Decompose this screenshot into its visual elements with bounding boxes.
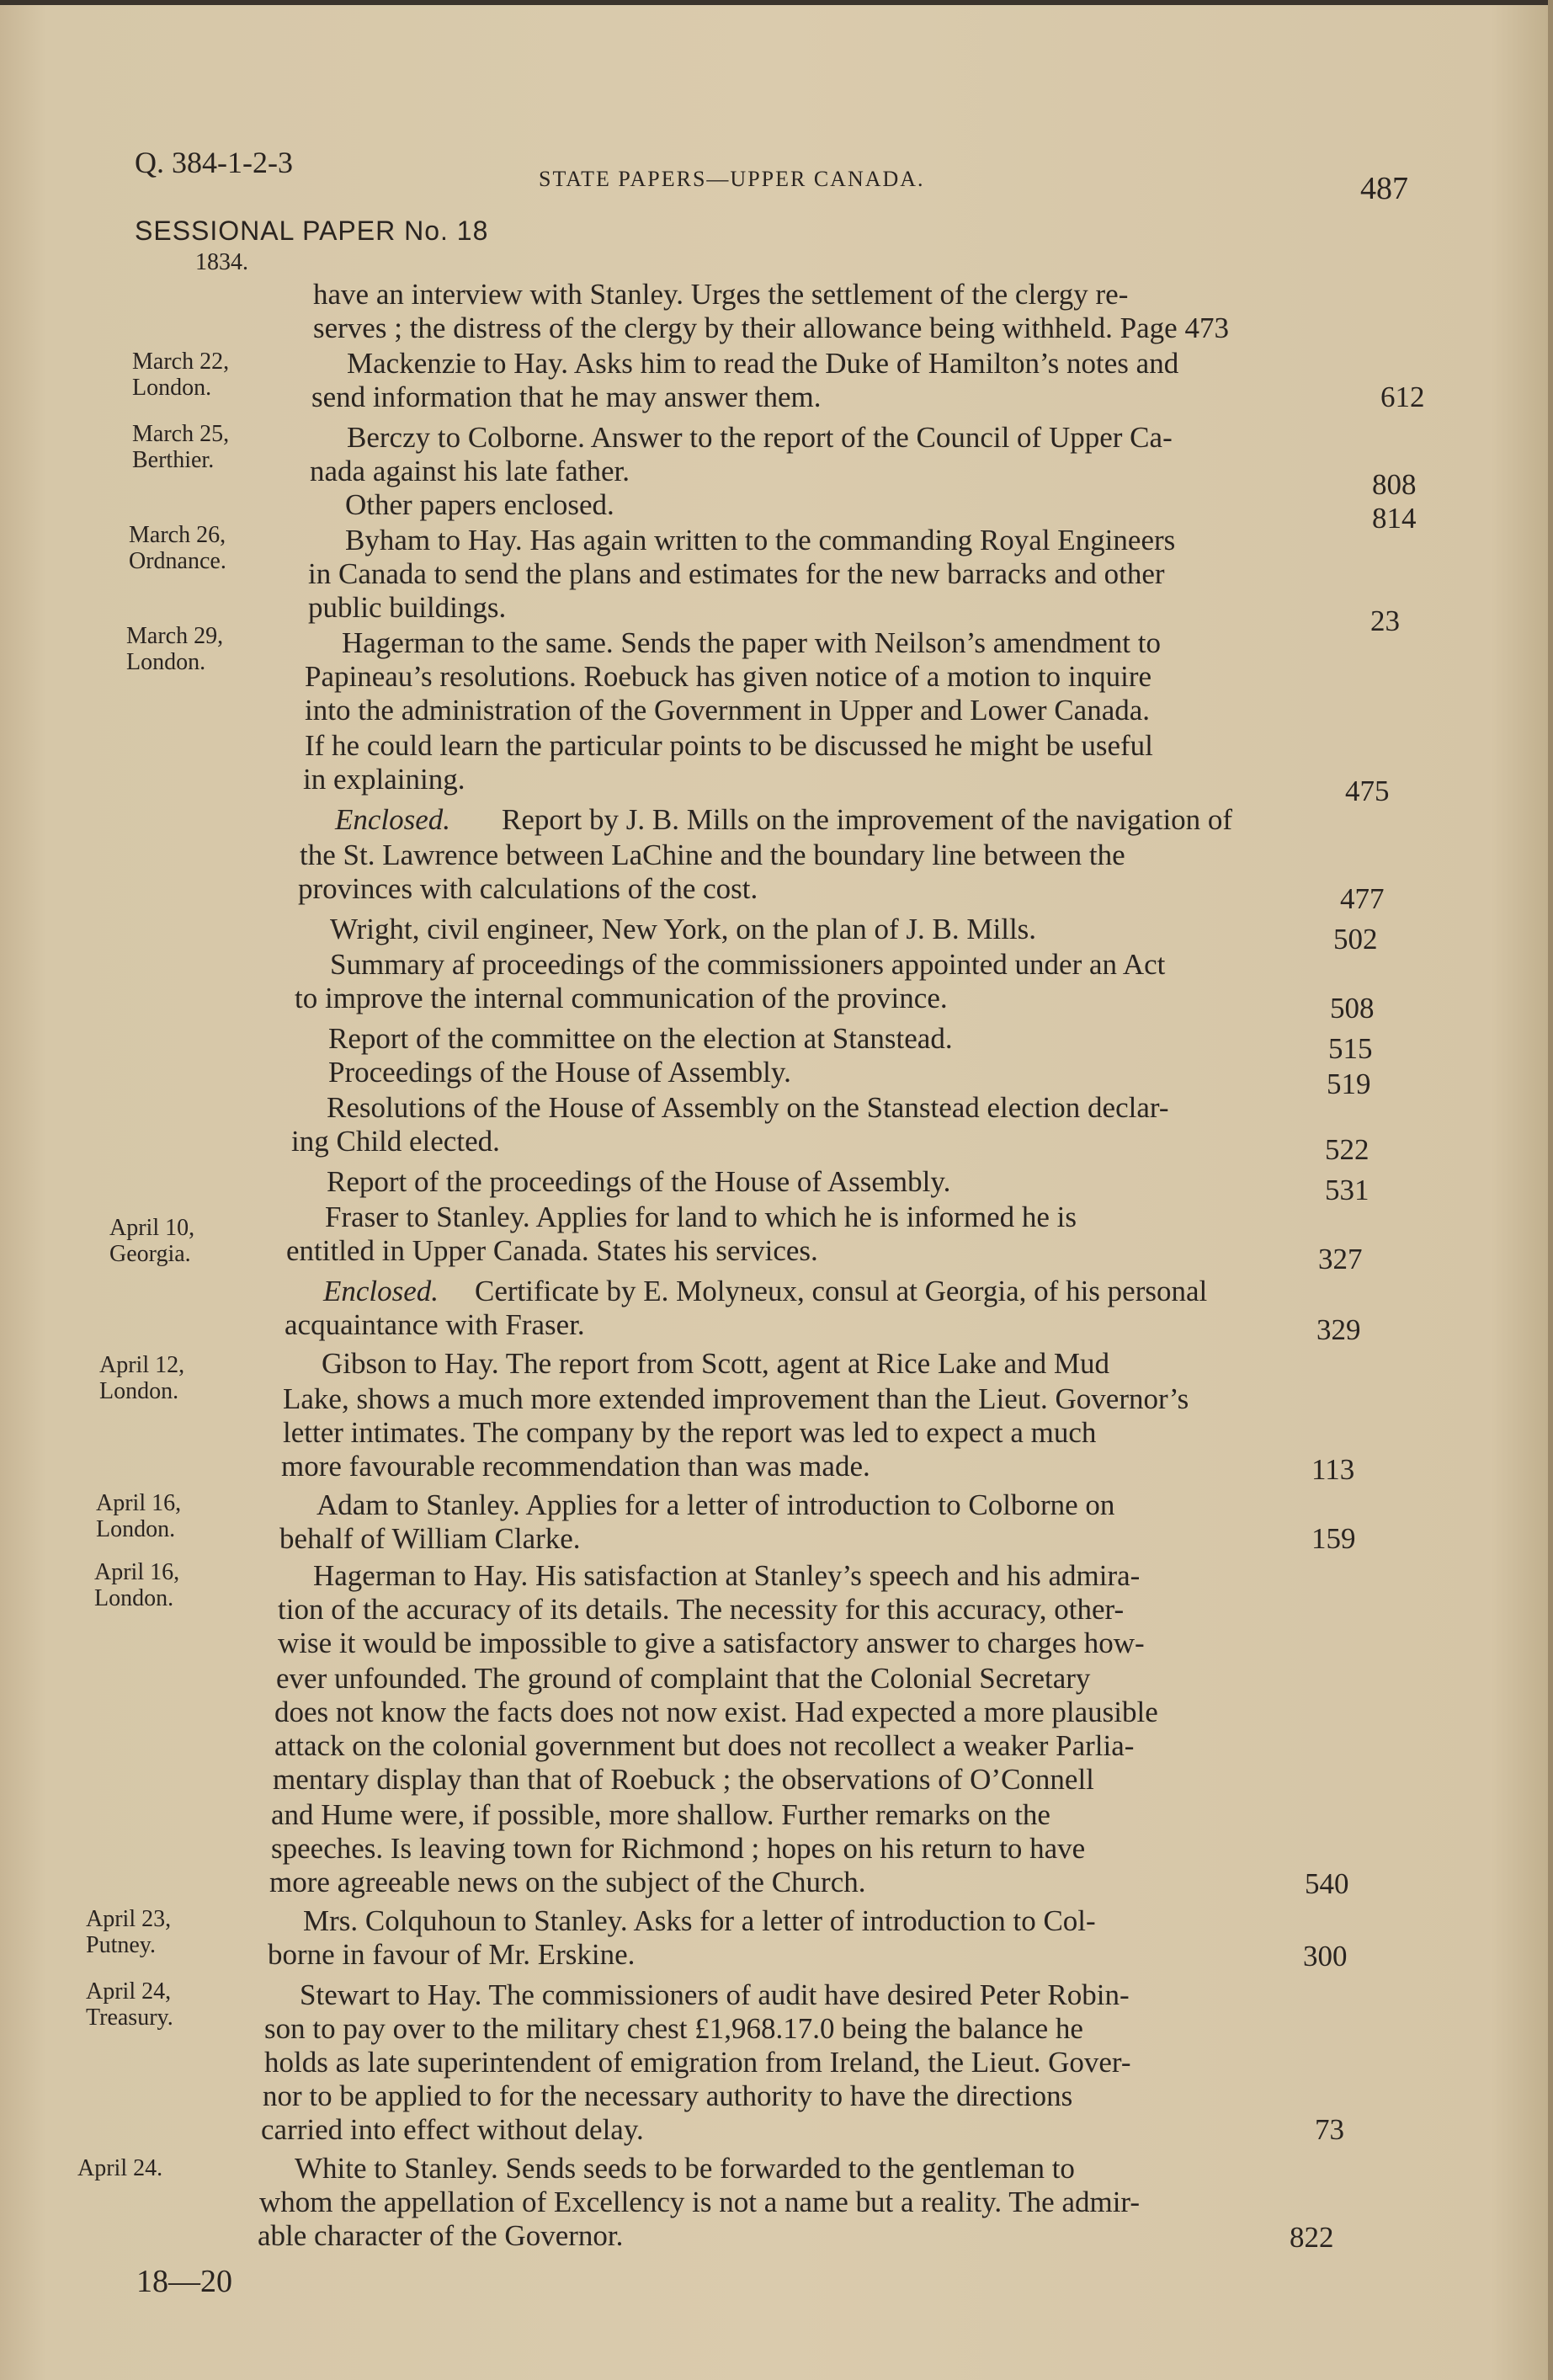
text-line: ever unfounded. The ground of complaint that the Colonial Secretary xyxy=(276,1662,1091,1695)
enclosed-label: Enclosed. xyxy=(323,1275,439,1307)
text-line: tion of the accuracy of its details. The necessity for this accuracy, other- xyxy=(278,1593,1125,1626)
margin-date: March 29, London. xyxy=(126,623,224,675)
text-line: into the administration of the Government in Upper and Lower Canada. xyxy=(305,694,1151,727)
page-ref: 159 xyxy=(1311,1522,1356,1555)
margin-date: April 16, London. xyxy=(94,1559,180,1611)
page-ref: 475 xyxy=(1345,775,1390,807)
text-line: public buildings. xyxy=(308,591,507,624)
margin-date: March 26, Ordnance. xyxy=(129,522,226,574)
text-line: Wright, civil engineer, New York, on the plan of J. B. Mills. xyxy=(330,913,1037,945)
text-line: Mackenzie to Hay. Asks him to read the Duke of Hamilton’s notes and xyxy=(347,347,1179,380)
page-ref: 508 xyxy=(1330,992,1375,1025)
page-ref: 502 xyxy=(1333,923,1378,956)
text-line: Report of the committee on the election at Stanstead. xyxy=(328,1022,953,1055)
page-ref: 23 xyxy=(1370,604,1400,637)
text-line: ing Child elected. xyxy=(291,1125,500,1158)
text-line: Summary af proceedings of the commissioners appointed under an Act xyxy=(330,948,1166,981)
margin-date: April 10, Georgia. xyxy=(109,1215,195,1267)
page-ref: 814 xyxy=(1372,502,1417,535)
text-line: holds as late superintendent of emigration from Ireland, the Lieut. Gover- xyxy=(264,2046,1131,2079)
text-line: Mrs. Colquhoun to Stanley. Asks for a letter of introduction to Col- xyxy=(303,1904,1096,1937)
text-line: White to Stanley. Sends seeds to be forwarded to the gentleman to xyxy=(295,2152,1075,2185)
page-ref: 329 xyxy=(1316,1313,1361,1346)
margin-date: March 25, Berthier. xyxy=(132,421,230,473)
text-line: acquaintance with Fraser. xyxy=(285,1308,585,1341)
margin-date: April 24, Treasury. xyxy=(86,1978,173,2031)
text-line: Hagerman to the same. Sends the paper with Neilson’s amendment to xyxy=(342,626,1161,659)
text-line: Proceedings of the House of Assembly. xyxy=(328,1056,791,1089)
page-ref: 822 xyxy=(1290,2221,1334,2254)
text-line: Report of the proceedings of the House of Assembly. xyxy=(327,1165,951,1198)
text-line: does not know the facts does not now exist. Had expected a more plausible xyxy=(274,1696,1158,1728)
text-line: in explaining. xyxy=(303,763,465,796)
margin-date: March 22, London. xyxy=(132,349,230,401)
running-title: STATE PAPERS—UPPER CANADA. xyxy=(539,167,925,191)
text-line: mentary display than that of Roebuck ; the observations of O’Connell xyxy=(273,1763,1094,1796)
text-line: Other papers enclosed. xyxy=(345,488,614,521)
text-line: Certificate by E. Molyneux, consul at Georgia, of his personal xyxy=(475,1275,1208,1307)
text-line: able character of the Governor. xyxy=(258,2219,624,2252)
text-line: Lake, shows a much more extended improvement than the Lieut. Governor’s xyxy=(283,1382,1189,1415)
page-ref: 522 xyxy=(1325,1133,1370,1166)
text-line: Adam to Stanley. Applies for a letter of introduction to Colborne on xyxy=(316,1488,1115,1521)
archive-reference: Q. 384-1-2-3 xyxy=(135,146,293,179)
text-line: have an interview with Stanley. Urges the settlement of the clergy re- xyxy=(313,278,1129,311)
page-ref: 113 xyxy=(1311,1453,1355,1486)
page-ref: 73 xyxy=(1315,2113,1344,2146)
text-line: Gibson to Hay. The report from Scott, agent at Rice Lake and Mud xyxy=(322,1347,1110,1380)
text-line: send information that he may answer them. xyxy=(311,381,822,413)
text-line: Fraser to Stanley. Applies for land to which he is informed he is xyxy=(325,1201,1077,1233)
text-line: letter intimates. The company by the report was led to expect a much xyxy=(283,1416,1097,1449)
text-line: nada against his late father. xyxy=(310,455,630,487)
text-line: in Canada to send the plans and estimates for the new barracks and other xyxy=(308,557,1165,590)
page-ref: 519 xyxy=(1327,1068,1371,1100)
page-ref: 477 xyxy=(1340,882,1385,915)
text-line: Byham to Hay. Has again written to the commanding Royal Engineers xyxy=(345,524,1176,556)
text-line: If he could learn the particular points to be discussed he might be useful xyxy=(305,729,1153,762)
text-line: nor to be applied to for the necessary authority to have the directions xyxy=(263,2079,1073,2112)
text-line: to improve the internal communication of the province. xyxy=(295,982,948,1014)
text-line: Stewart to Hay. The commissioners of audit have desired Peter Robin- xyxy=(300,1978,1130,2011)
text-line: Resolutions of the House of Assembly on the Stanstead election declar- xyxy=(327,1091,1169,1124)
text-line: entitled in Upper Canada. States his services. xyxy=(286,1234,818,1267)
top-edge xyxy=(0,0,1553,5)
enclosed-label: Enclosed. xyxy=(335,803,451,836)
text-line: son to pay over to the military chest £1,968.17.0 being the balance he xyxy=(264,2012,1083,2045)
text-line: serves ; the distress of the clergy by their allowance being withheld. Page 473 xyxy=(313,311,1229,344)
text-line: behalf of William Clarke. xyxy=(279,1522,581,1555)
text-line: provinces with calculations of the cost. xyxy=(298,872,758,905)
text-line: more favourable recommendation than was made. xyxy=(281,1450,870,1483)
page-ref: 612 xyxy=(1380,381,1425,413)
text-line: and Hume were, if possible, more shallow. Further remarks on the xyxy=(271,1798,1050,1831)
margin-date: April 23, Putney. xyxy=(86,1906,172,1958)
page-ref: 808 xyxy=(1372,468,1417,501)
binding-edge xyxy=(1548,0,1553,2380)
margin-date: April 12, London. xyxy=(99,1352,185,1404)
text-line: speeches. Is leaving town for Richmond ; hopes on his return to have xyxy=(271,1832,1086,1865)
text-line: carried into effect without delay. xyxy=(261,2113,644,2146)
text-line: attack on the colonial government but does not recollect a weaker Parlia- xyxy=(274,1729,1135,1762)
text-line: the St. Lawrence between LaChine and the boundary line between the xyxy=(300,839,1125,871)
page-ref: 540 xyxy=(1305,1867,1349,1900)
page-ref: 300 xyxy=(1303,1940,1348,1973)
footer-signature: 18—20 xyxy=(136,2264,232,2299)
text-line: Report by J. B. Mills on the improvement of the navigation of xyxy=(502,803,1233,836)
page-ref: 531 xyxy=(1325,1174,1370,1206)
text-line: Papineau’s resolutions. Roebuck has given notice of a motion to inquire xyxy=(305,660,1152,693)
text-line: more agreeable news on the subject of the Church. xyxy=(269,1866,866,1898)
text-line: whom the appellation of Excellency is not a name but a reality. The admir- xyxy=(259,2186,1141,2218)
margin-date: April 24. xyxy=(77,2155,163,2181)
year-label: 1834. xyxy=(195,249,248,275)
text-line: wise it would be impossible to give a satisfactory answer to charges how- xyxy=(278,1627,1145,1659)
text-line: Hagerman to Hay. His satisfaction at Stanley’s speech and his admira- xyxy=(313,1559,1141,1592)
page-ref: 327 xyxy=(1318,1243,1363,1275)
page-ref: 515 xyxy=(1328,1032,1373,1065)
text-line: borne in favour of Mr. Erskine. xyxy=(268,1938,636,1971)
margin-date: April 16, London. xyxy=(96,1490,182,1542)
text-line: Berczy to Colborne. Answer to the report of the Council of Upper Ca- xyxy=(347,421,1173,454)
page-number: 487 xyxy=(1360,171,1408,206)
sessional-paper-label: SESSIONAL PAPER No. 18 xyxy=(135,216,489,246)
